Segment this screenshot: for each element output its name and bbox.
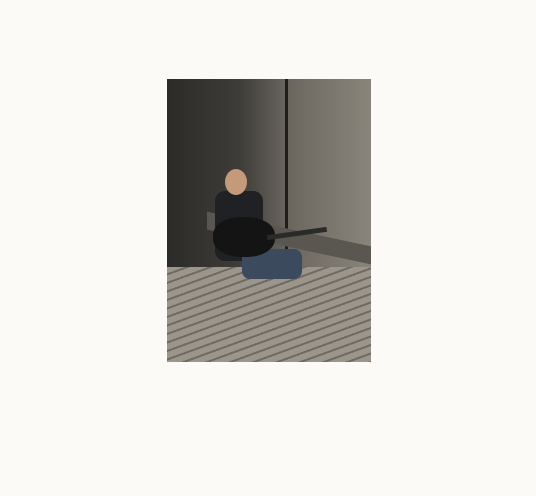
guitar-icon <box>213 217 275 257</box>
photo-garou-with-guitar <box>167 79 371 362</box>
lower-section <box>7 264 367 270</box>
left-column <box>7 79 164 85</box>
right-column <box>380 79 530 85</box>
